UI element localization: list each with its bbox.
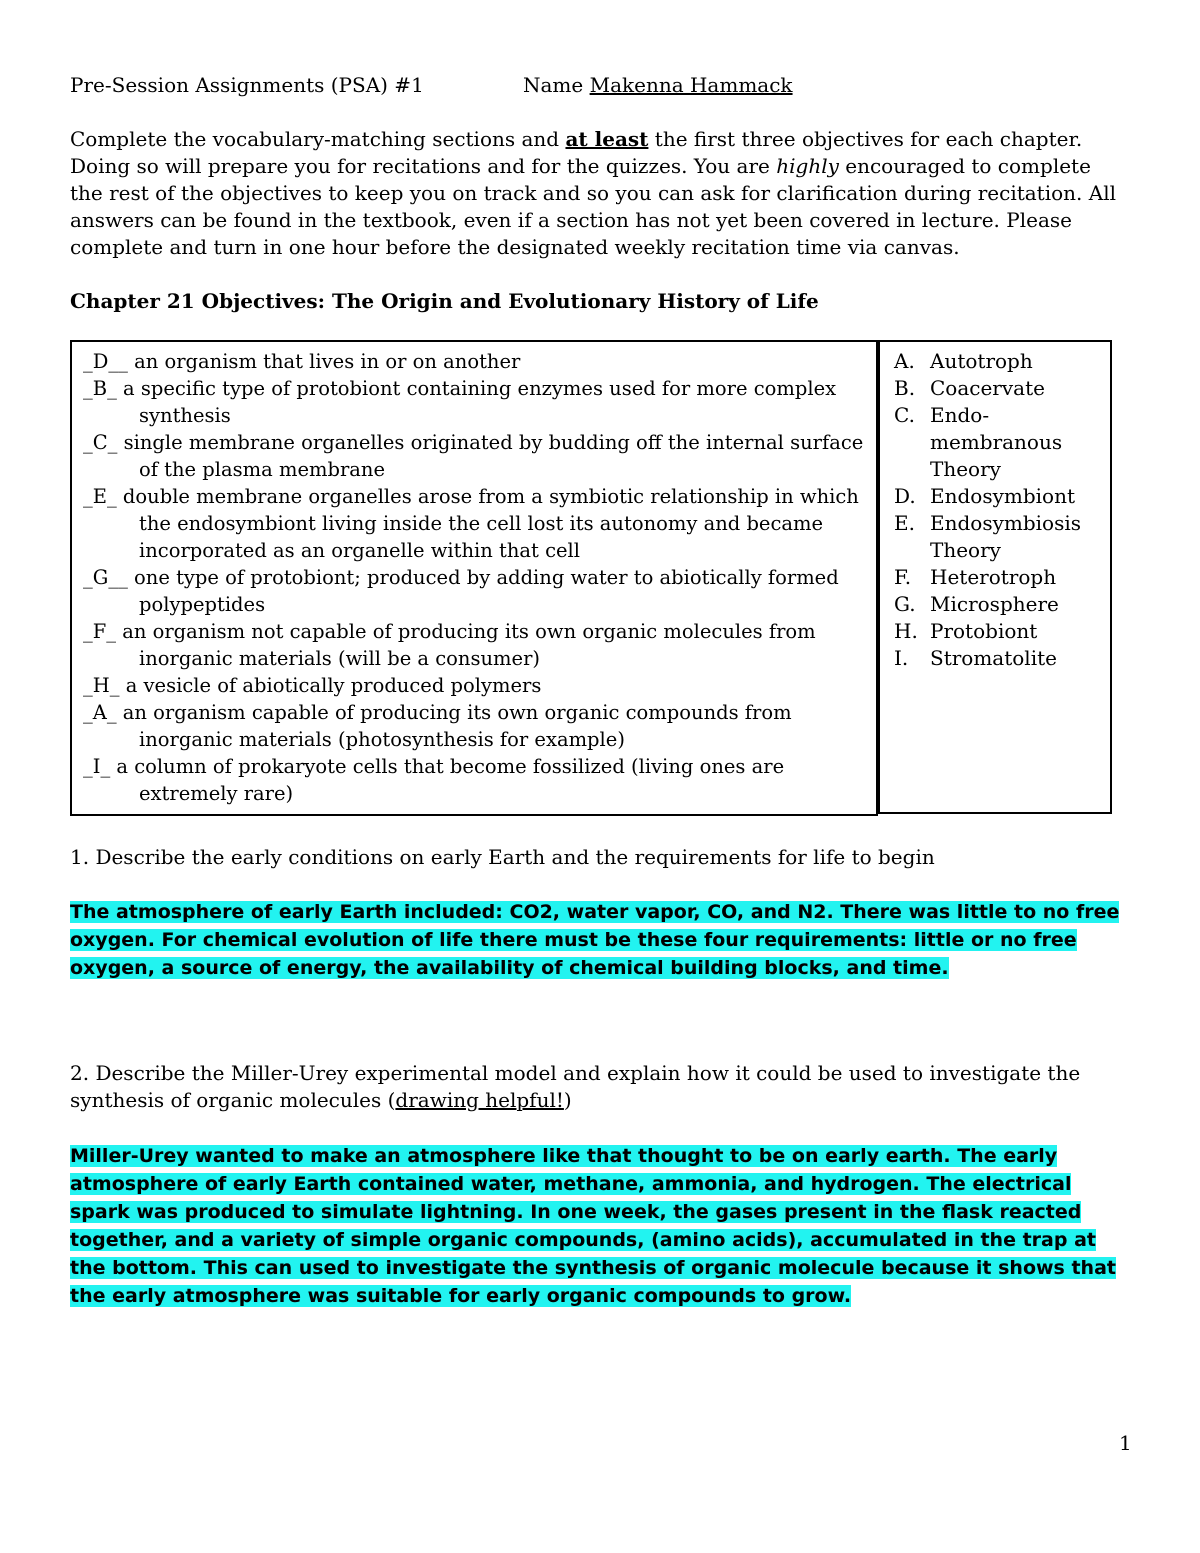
- intro-text-3: encouraged to complete the rest of the objectives to keep you on track and so you can ask for clarification during recitation. All answers can be found in the textbook, even if a section has not yet been covered in lecture. Please complete and turn in one hour before the designated weekly recitation time via canvas.: [70, 154, 1116, 259]
- definition-row: _D__ an organism that lives in or on another: [83, 350, 521, 373]
- assignment-title: Pre-Session Assignments (PSA) #1: [70, 73, 424, 97]
- term-item: [894, 591, 1100, 618]
- instructions-paragraph: [70, 126, 1130, 261]
- term-letter: F.: [894, 565, 912, 589]
- header: [70, 72, 793, 99]
- answer-2: [70, 1142, 1130, 1310]
- intro-italic: highly: [776, 154, 839, 178]
- term-text: Heterotroph: [930, 565, 1057, 589]
- name-label: Name: [523, 73, 584, 97]
- answer-1: [70, 898, 1130, 982]
- name-line: [523, 72, 793, 99]
- term-text: Endosymbiont: [930, 484, 1076, 508]
- term-letter: B.: [894, 376, 916, 400]
- intro-text-1: Complete the vocabulary-matching sections and: [70, 127, 566, 151]
- definition-row: _C_ single membrane organelles originated by budding off the internal surface of the plasma membrane: [83, 431, 864, 481]
- term-item: [894, 510, 1100, 564]
- question-2-text-1: 2. Describe the Miller-Urey experimental model and explain how it could be used to investigate the synthesis of organic molecules (: [70, 1061, 1081, 1112]
- question-2-text-2: ): [563, 1088, 572, 1112]
- term-item: [894, 483, 1100, 510]
- answer-2-text: Miller-Urey wanted to make an atmosphere like that thought to be on early earth. The early atmosphere of early Earth contained water, methane, ammonia, and hydrogen. The electrical spark was produced to simulate lightning. In one week, the gases present in the flask reacted together, and a variety of simple organic compounds, (amino acids), accumulated in the trap at the bottom. This can used to investigate the synthesis of organic molecule because it shows that the early atmosphere was suitable for early organic compounds to grow.: [70, 1145, 1116, 1307]
- definition-row: _I_ a column of prokaryote cells that become fossilized (living ones are extremely rare): [83, 755, 785, 805]
- definition-row: _A_ an organism capable of producing its own organic compounds from inorganic materials (photosynthesis for example): [83, 701, 792, 751]
- term-text: Coacervate: [930, 376, 1045, 400]
- term-text: Endosymbiosis Theory: [930, 511, 1082, 562]
- terms-column: [878, 340, 1112, 814]
- term-text: Microsphere: [930, 592, 1059, 616]
- term-letter: G.: [894, 592, 916, 616]
- term-text: Endo-membranous Theory: [930, 403, 1063, 481]
- term-letter: H.: [894, 619, 918, 643]
- answer-1-text: The atmosphere of early Earth included: CO2, water vapor, CO, and N2. There was little to no free oxygen. For chemical evolution of life there must be these four requirements: little or no free oxygen, a source of energy, the availability of chemical building blocks, and time.: [70, 901, 1120, 979]
- term-item: [894, 348, 1100, 375]
- term-letter: E.: [894, 511, 915, 535]
- definition-row: _E_ double membrane organelles arose from a symbiotic relationship in which the endosymbiont living inside the cell lost its autonomy and became incorporated as an organelle within that cell: [83, 485, 859, 562]
- term-item: [894, 645, 1100, 672]
- term-text: Protobiont: [930, 619, 1038, 643]
- intro-text-2: the first three objectives for each chapter. Doing so will prepare you for recitations and for the quizzes. You are: [70, 127, 1083, 178]
- definition-row: _H_ a vesicle of abiotically produced polymers: [83, 674, 542, 697]
- term-text: Autotroph: [930, 349, 1033, 373]
- term-item: [894, 564, 1100, 591]
- vocabulary-matching-table: [70, 340, 1112, 816]
- term-letter: D.: [894, 484, 916, 508]
- chapter-title: Chapter 21 Objectives: The Origin and Evolutionary History of Life: [70, 289, 819, 313]
- definition-row: _B_ a specific type of protobiont containing enzymes used for more complex synthesis: [83, 377, 837, 427]
- term-item: [894, 618, 1100, 645]
- definition-row: _F_ an organism not capable of producing its own organic molecules from inorganic materials (will be a consumer): [83, 620, 816, 670]
- term-letter: C.: [894, 403, 915, 427]
- page-number: 1: [1119, 1431, 1132, 1455]
- definition-row: _G__ one type of protobiont; produced by adding water to abiotically formed polypeptides: [83, 566, 839, 616]
- definitions-column: [70, 340, 878, 816]
- term-item: [894, 402, 1100, 483]
- question-2-underlined: drawing helpful!: [395, 1088, 564, 1112]
- term-letter: I.: [894, 646, 909, 670]
- question-1: 1. Describe the early conditions on early Earth and the requirements for life to begin: [70, 845, 935, 869]
- term-letter: A.: [894, 349, 915, 373]
- term-text: Stromatolite: [930, 646, 1057, 670]
- question-2: [70, 1060, 1130, 1114]
- student-name: Makenna Hammack: [589, 73, 793, 97]
- term-item: [894, 375, 1100, 402]
- intro-emphasis: at least: [565, 127, 649, 151]
